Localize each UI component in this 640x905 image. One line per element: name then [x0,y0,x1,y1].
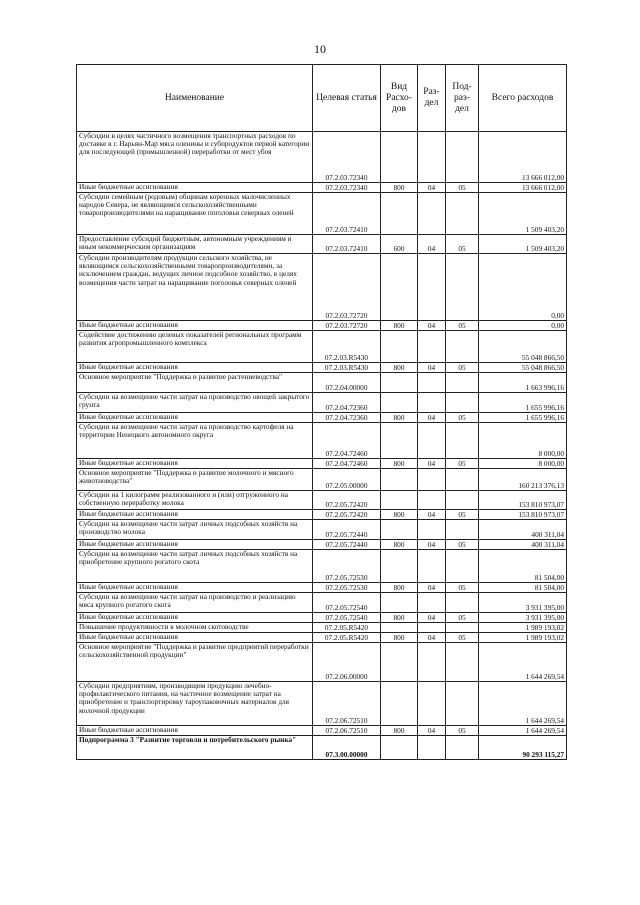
row-name: Иные бюджетные ассигнования [77,510,313,520]
row-target-code: 07.2.05.R5420 [313,623,381,633]
row-section [418,469,446,491]
row-expense-type: 600 [381,235,418,254]
row-subsection [446,520,479,540]
table-row [77,393,567,413]
row-subsection [446,132,479,183]
row-target-code: 07.2.05.72440 [313,540,381,550]
row-expense-type: 800 [381,510,418,520]
row-amount: 1 509 403,20 [479,193,567,235]
table-row [77,583,567,593]
row-subsection: 05 [446,633,479,643]
row-expense-type: 800 [381,633,418,643]
row-section [418,623,446,633]
row-section [418,373,446,393]
row-expense-type [381,393,418,413]
row-expense-type [381,623,418,633]
table-row [77,623,567,633]
row-subsection: 05 [446,321,479,331]
table-row [77,193,567,235]
row-name: Иные бюджетные ассигнования [77,413,313,423]
row-name: Основное мероприятие "Поддержка и развитие растениеводства" [77,373,313,393]
row-target-code: 07.2.03.72410 [313,193,381,235]
row-expense-type: 800 [381,583,418,593]
row-name: Субсидии предприятиям, производящим продукцию лечебно-профилактического питания, на частичное возмещение затрат на приобретение и транспортировку тароупаковочных материалов для молочной продукции [77,682,313,726]
row-name: Субсидии на возмещение части затрат на производство картофеля на территории Ненецкого автономного округа [77,423,313,459]
row-section [418,682,446,726]
row-target-code: 07.2.03.72720 [313,254,381,321]
table-row [77,633,567,643]
row-amount: 0,00 [479,321,567,331]
table-row [77,469,567,491]
row-subsection [446,623,479,633]
row-section [418,393,446,413]
row-section [418,193,446,235]
row-amount: 1 655 996,16 [479,393,567,413]
row-subsection: 05 [446,510,479,520]
row-amount: 1 989 193,02 [479,633,567,643]
row-expense-type [381,132,418,183]
row-subsection: 05 [446,459,479,469]
row-subsection [446,393,479,413]
row-section [418,643,446,682]
row-name: Иные бюджетные ассигнования [77,459,313,469]
row-expense-type: 800 [381,321,418,331]
table-row [77,726,567,736]
row-subsection [446,254,479,321]
row-expense-type [381,491,418,510]
row-amount: 13 666 012,00 [479,132,567,183]
row-section: 04 [418,583,446,593]
row-name: Иные бюджетные ассигнования [77,613,313,623]
row-amount: 0,00 [479,254,567,321]
table-body [77,132,567,760]
row-amount: 90 293 115,27 [479,736,567,760]
table-row [77,736,567,760]
row-subsection [446,491,479,510]
row-subsection: 05 [446,235,479,254]
row-section [418,736,446,760]
table-row [77,423,567,459]
row-subsection: 05 [446,183,479,193]
row-expense-type [381,469,418,491]
row-section: 04 [418,413,446,423]
row-expense-type [381,373,418,393]
row-target-code: 07.2.03.72410 [313,235,381,254]
row-amount: 81 504,00 [479,583,567,593]
row-expense-type [381,736,418,760]
row-name: Иные бюджетные ассигнования [77,726,313,736]
table-row [77,254,567,321]
row-section: 04 [418,510,446,520]
table-row [77,550,567,583]
row-section [418,254,446,321]
row-subsection [446,423,479,459]
row-target-code: 07.2.05.R5420 [313,633,381,643]
row-target-code: 07.2.04.72360 [313,413,381,423]
row-subsection [446,736,479,760]
row-expense-type [381,193,418,235]
row-name: Предоставление субсидий бюджетным, автономным учреждениям и иным некоммерческим организациям [77,235,313,254]
row-target-code: 07.2.05.72420 [313,510,381,520]
table-row [77,331,567,363]
row-target-code: 07.2.05.72540 [313,613,381,623]
row-subsection [446,373,479,393]
header-expense-type: Вид Расхо- дов [381,65,418,132]
row-name: Субсидии на возмещение части затрат на производство овощей закрытого грунта [77,393,313,413]
row-amount: 1 644 269,54 [479,726,567,736]
row-expense-type [381,254,418,321]
row-target-code: 07.2.04.72460 [313,423,381,459]
row-subsection: 05 [446,583,479,593]
row-name: Субсидии на возмещение части затрат личных подсобных хозяйств на производство молока [77,520,313,540]
header-subsection: Под- раз- дел [446,65,479,132]
row-expense-type: 800 [381,459,418,469]
header-section: Раз- дел [418,65,446,132]
row-subsection: 05 [446,613,479,623]
row-section [418,132,446,183]
row-subsection [446,593,479,613]
table-row [77,235,567,254]
row-name: Субсидии производителям продукции сельского хозяйства, не являющимся сельскохозяйственными товаропроизводителями, за исключением граждан, ведущих личное подсобное хозяйство, в целях возмещения части затрат на наращивание поголовья северных оленей [77,254,313,321]
row-subsection [446,550,479,583]
row-amount: 13 666 012,00 [479,183,567,193]
row-target-code: 07.2.05.72540 [313,593,381,613]
table-row [77,643,567,682]
row-subsection [446,643,479,682]
row-section: 04 [418,633,446,643]
row-amount: 3 931 395,00 [479,593,567,613]
row-section: 04 [418,613,446,623]
row-subsection: 05 [446,413,479,423]
row-section: 04 [418,540,446,550]
row-section: 04 [418,363,446,373]
row-expense-type [381,643,418,682]
row-section [418,520,446,540]
header-total: Всего расходов [479,65,567,132]
row-target-code: 07.2.03.72340 [313,132,381,183]
row-target-code: 07.2.03.R5430 [313,363,381,373]
row-expense-type: 800 [381,540,418,550]
row-amount: 1 644 269,54 [479,643,567,682]
table-row [77,363,567,373]
row-amount: 8 000,00 [479,423,567,459]
table-row [77,682,567,726]
row-subsection [446,469,479,491]
row-amount: 400 311,04 [479,540,567,550]
table-row [77,132,567,183]
row-name: Подпрограмма 3 "Развитие торговли и потребительского рынка" [77,736,313,760]
row-name: Содействие достижению целевых показателей региональных программ развития агропромышленного комплекса [77,331,313,363]
row-subsection: 05 [446,363,479,373]
row-amount: 8 000,00 [479,459,567,469]
row-name: Иные бюджетные ассигнования [77,633,313,643]
row-name: Повышение продуктивности в молочном скотоводстве [77,623,313,633]
row-subsection [446,682,479,726]
row-target-code: 07.2.05.72530 [313,550,381,583]
row-expense-type [381,423,418,459]
table-row [77,183,567,193]
row-section: 04 [418,726,446,736]
row-section: 04 [418,321,446,331]
row-amount: 1 663 996,16 [479,373,567,393]
row-amount: 1 509 403,20 [479,235,567,254]
row-subsection: 05 [446,726,479,736]
row-target-code: 07.2.05.00000 [313,469,381,491]
table-row [77,510,567,520]
row-amount: 55 048 866,50 [479,363,567,373]
table-row [77,613,567,623]
row-subsection [446,193,479,235]
row-amount: 1 655 996,16 [479,413,567,423]
row-target-code: 07.2.03.R5430 [313,331,381,363]
row-expense-type [381,550,418,583]
row-amount: 55 048 866,50 [479,331,567,363]
row-target-code: 07.2.05.72420 [313,491,381,510]
row-name: Иные бюджетные ассигнования [77,183,313,193]
row-target-code: 07.2.04.00000 [313,373,381,393]
row-amount: 160 213 376,13 [479,469,567,491]
row-expense-type [381,593,418,613]
row-name: Субсидии на возмещение части затрат на производство и реализацию мяса крупного рогатого скота [77,593,313,613]
row-section [418,491,446,510]
row-expense-type: 800 [381,726,418,736]
row-name: Иные бюджетные ассигнования [77,583,313,593]
row-target-code: 07.3.00.00000 [313,736,381,760]
row-expense-type [381,331,418,363]
row-expense-type [381,682,418,726]
table-row [77,321,567,331]
table-row [77,593,567,613]
table-header-row [77,65,567,132]
row-amount: 1 989 193,02 [479,623,567,633]
table-row [77,459,567,469]
row-amount: 153 810 973,07 [479,510,567,520]
row-section [418,550,446,583]
row-amount: 3 931 395,00 [479,613,567,623]
row-name: Иные бюджетные ассигнования [77,321,313,331]
header-target: Целевая статья [313,65,381,132]
row-expense-type: 800 [381,413,418,423]
table-row [77,413,567,423]
row-name: Субсидии на возмещение части затрат личных подсобных хозяйств на приобретение крупного рогатого скота [77,550,313,583]
row-expense-type: 800 [381,363,418,373]
row-section [418,423,446,459]
row-section [418,331,446,363]
row-target-code: 07.2.05.72440 [313,520,381,540]
row-amount: 153 810 973,07 [479,491,567,510]
row-target-code: 07.2.05.72530 [313,583,381,593]
table-row [77,540,567,550]
row-expense-type [381,520,418,540]
row-target-code: 07.2.03.72720 [313,321,381,331]
table-row [77,491,567,510]
row-name: Иные бюджетные ассигнования [77,540,313,550]
row-name: Основное мероприятие "Поддержка и развитие предприятий переработки сельскохозяйственной продукции" [77,643,313,682]
row-target-code: 07.2.03.72340 [313,183,381,193]
row-target-code: 07.2.06.00000 [313,643,381,682]
row-amount: 81 504,00 [479,550,567,583]
row-target-code: 07.2.04.72460 [313,459,381,469]
row-section: 04 [418,459,446,469]
row-target-code: 07.2.06.72510 [313,682,381,726]
row-amount: 1 644 269,54 [479,682,567,726]
row-expense-type: 800 [381,183,418,193]
table-row [77,373,567,393]
row-name: Субсидии семейным (родовым) общинам коренных малочисленных народов Севера, не являющимся сельскохозяйственными товаропроизводителями на наращивание поголовья северных оленей [77,193,313,235]
page-number: 10 [314,42,326,56]
row-target-code: 07.2.06.72510 [313,726,381,736]
row-name: Субсидии на 1 килограмм реализованного и (или) отгруженного на собственную переработку молока [77,491,313,510]
row-expense-type: 800 [381,613,418,623]
row-section: 04 [418,183,446,193]
table-row [77,520,567,540]
row-name: Иные бюджетные ассигнования [77,363,313,373]
row-subsection [446,331,479,363]
row-target-code: 07.2.04.72360 [313,393,381,413]
header-name: Наименование [77,65,313,132]
row-section: 04 [418,235,446,254]
row-subsection: 05 [446,540,479,550]
row-amount: 400 311,04 [479,520,567,540]
row-section [418,593,446,613]
row-name: Субсидии в целях частичного возмещения транспортных расходов по доставке в г. Нарьян-Мар мяса оленины и субпродуктов первой категории для последующей (промышленной) переработки от мест убоя [77,132,313,183]
budget-table [76,64,567,760]
row-name: Основное мероприятие "Поддержка и развитие молочного и мясного животноводства" [77,469,313,491]
